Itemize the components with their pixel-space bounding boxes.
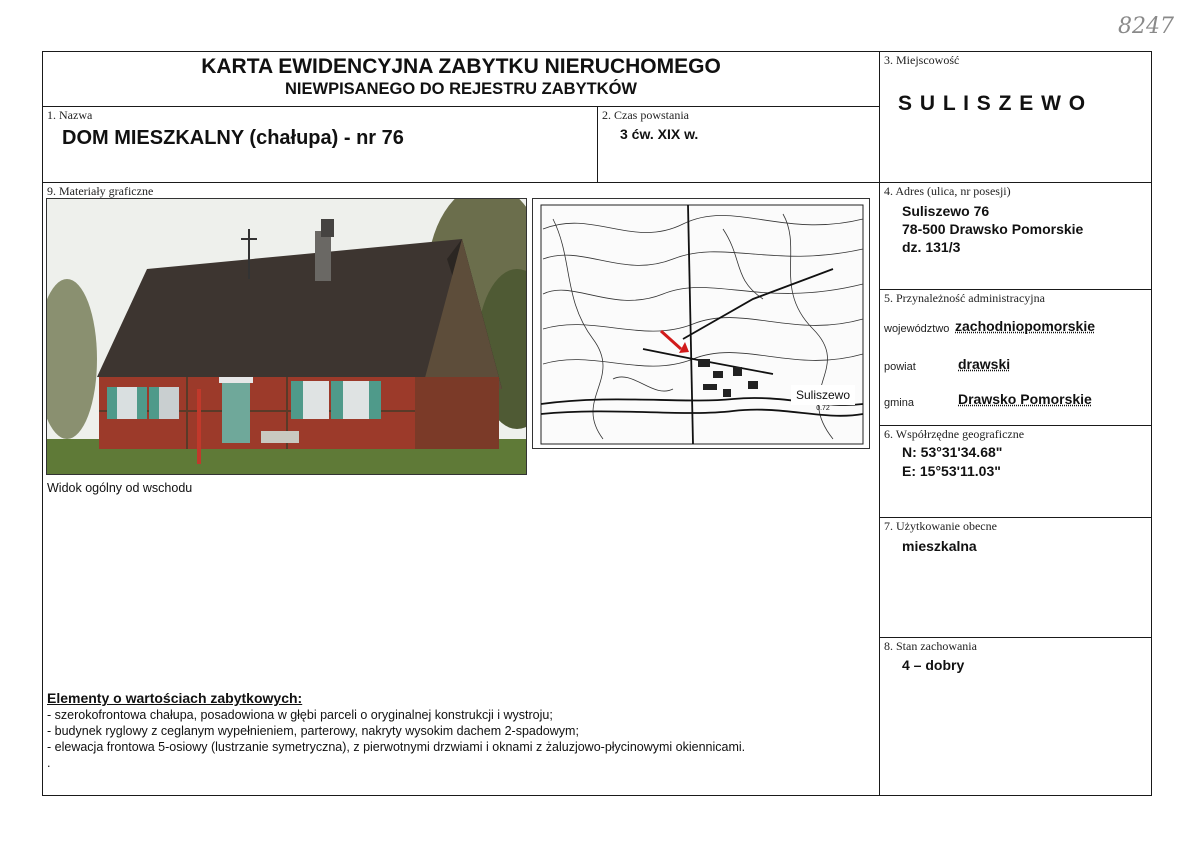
- stan-label: 8. Stan zachowania: [884, 639, 977, 653]
- nazwa-value: DOM MIESZKALNY (chałupa) - nr 76: [62, 127, 404, 149]
- miejscowosc-box: [879, 51, 1152, 183]
- nazwa-label: 1. Nazwa: [47, 108, 93, 122]
- wojewodztwo-value: zachodniopomorskie: [955, 318, 1096, 334]
- powiat-label: powiat: [884, 361, 916, 373]
- materialy-label: 9. Materiały graficzne: [47, 184, 154, 198]
- elementy-item: .: [47, 756, 51, 770]
- uzytkowanie-box: [879, 517, 1152, 638]
- czas-label: 2. Czas powstania: [602, 108, 689, 122]
- map-number-label: 0.72: [816, 405, 830, 412]
- coord-e: E: 15°53'11.03": [902, 463, 1001, 479]
- wojewodztwo-label: województwo: [884, 323, 950, 335]
- elementy-item: - elewacja frontowa 5-osiowy (lustrzanie symetryczna), z pierwotnymi drzwiami i oknami z żaluzjowo-płycinowymi okiennicami.: [47, 740, 746, 754]
- adres-line2: 78-500 Drawsko Pomorskie: [902, 221, 1084, 237]
- card-title: KARTA EWIDENCYJNA ZABYTKU NIERUCHOMEGO: [201, 55, 721, 78]
- coord-n: N: 53°31'34.68": [902, 444, 1003, 460]
- elementy-item: - szerokofrontowa chałupa, posadowiona w głębi parceli o oryginalnej konstrukcji i wystroju;: [47, 708, 553, 722]
- elementy-item: - budynek ryglowy z ceglanym wypełnieniem, parterowy, nakryty wysokim dachem 2-spadowym;: [47, 724, 579, 738]
- elementy-heading: Elementy o wartościach zabytkowych:: [47, 690, 303, 706]
- topographic-map-illustration: [533, 199, 870, 449]
- miejscowosc-label: 3. Miejscowość: [884, 53, 960, 67]
- gmina-label: gmina: [884, 397, 914, 409]
- adres-line3: dz. 131/3: [902, 239, 961, 255]
- photo-caption: Widok ogólny od wschodu: [47, 481, 193, 495]
- miejscowosc-value: S U L I S Z E W O: [898, 92, 1087, 115]
- uzytkowanie-label: 7. Użytkowanie obecne: [884, 519, 997, 533]
- handwritten-number: 8247: [1118, 14, 1174, 39]
- house-photo: [46, 198, 527, 475]
- wspolrzedne-label: 6. Współrzędne geograficzne: [884, 427, 1025, 441]
- house-photo-illustration: [47, 199, 527, 475]
- adres-label: 4. Adres (ulica, nr posesji): [884, 184, 1011, 198]
- przynaleznosc-label: 5. Przynależność administracyjna: [884, 291, 1045, 305]
- adres-line1: Suliszewo 76: [902, 203, 990, 219]
- uzytkowanie-value: mieszkalna: [902, 538, 977, 554]
- location-map: [532, 198, 870, 449]
- card-subtitle: NIEWPISANEGO DO REJESTRU ZABYTKÓW: [284, 80, 638, 98]
- map-town-label: Suliszewo: [795, 388, 851, 402]
- gmina-value: Drawsko Pomorskie: [958, 391, 1092, 407]
- czas-value: 3 ćw. XIX w.: [620, 126, 699, 142]
- powiat-value: drawski: [958, 356, 1011, 372]
- stan-value: 4 – dobry: [902, 657, 965, 673]
